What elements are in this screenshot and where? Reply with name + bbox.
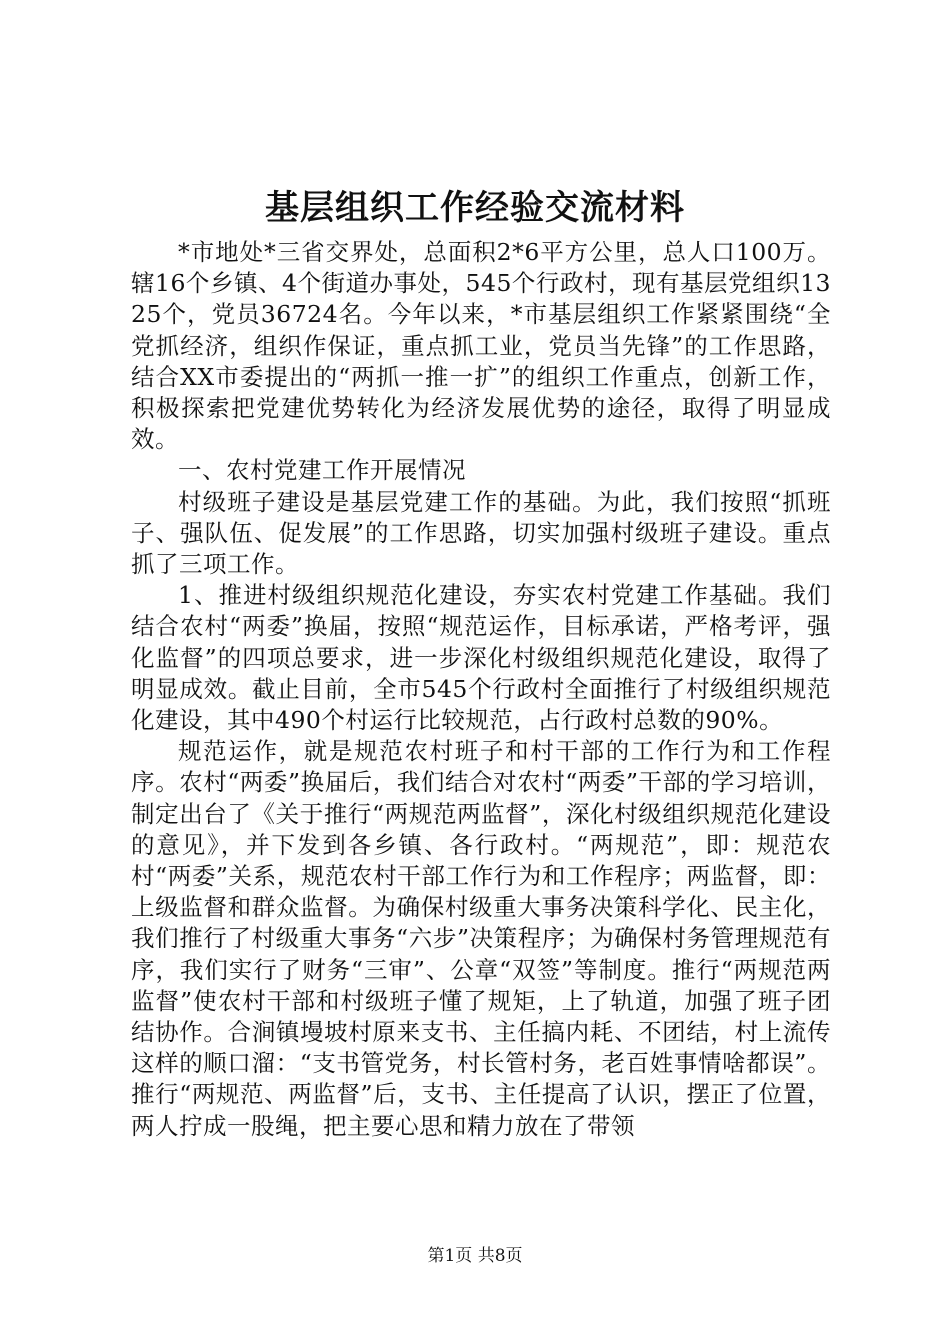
item-1-paragraph: 1、推进村级组织规范化建设，夯实农村党建工作基础。我们结合农村“两委”换届，按照“规范运作，目标承诺，严格考评，强化监督”的四项总要求，进一步深化村级组织规范化建设，取得了明显成效。截止目前，全市545个行政村全面推行了村级组织规范化建设，其中490个村运行比较规范，占行政村总数的90%。	[131, 581, 831, 735]
document-title: 基层组织工作经验交流材料	[265, 188, 685, 228]
page-number-footer: 第1页 共8页	[427, 1246, 523, 1266]
document-body	[131, 237, 831, 1142]
section-intro-paragraph: 村级班子建设是基层党建工作的基础。为此，我们按照“抓班子、强队伍、促发展”的工作思路，切实加强村级班子建设。重点抓了三项工作。	[131, 487, 831, 579]
intro-paragraph: *市地处*三省交界处，总面积2*6平方公里，总人口100万。辖16个乡镇、4个街道办事处，545个行政村，现有基层党组织1325个，党员36724名。今年以来，*市基层组织工作紧紧围绕“全党抓经济，组织作保证，重点抓工业，党员当先锋”的工作思路，结合XX市委提出的“两抓一推一扩”的组织工作重点，创新工作，积极探索把党建优势转化为经济发展优势的途径，取得了明显成效。	[131, 238, 831, 454]
section-heading: 一、农村党建工作开展情况	[178, 456, 466, 485]
standard-operation-paragraph: 规范运作，就是规范农村班子和村干部的工作行为和工作程序。农村“两委”换届后，我们结合对农村“两委”干部的学习培训，制定出台了《关于推行“两规范两监督”，深化村级组织规范化建设的意见》，并下发到各乡镇、各行政村。“两规范”，即：规范农村“两委”关系，规范农村干部工作行为和工作程序；两监督，即：上级监督和群众监督。为确保村级重大事务决策科学化、民主化，我们推行了村级重大事务“六步”决策程序；为确保村务管理规范有序，我们实行了财务“三审”、公章“双签”等制度。推行“两规范两监督”使农村干部和村级班子懂了规矩，上了轨道，加强了班子团结协作。合涧镇墁坡村原来支书、主任搞内耗、不团结，村上流传这样的顺口溜：“支书管党务，村长管村务，老百姓事情啥都误”。推行“两规范、两监督”后，支书、主任提高了认识，摆正了位置，两人拧成一股绳，把主要心思和精力放在了带领	[131, 737, 831, 1140]
